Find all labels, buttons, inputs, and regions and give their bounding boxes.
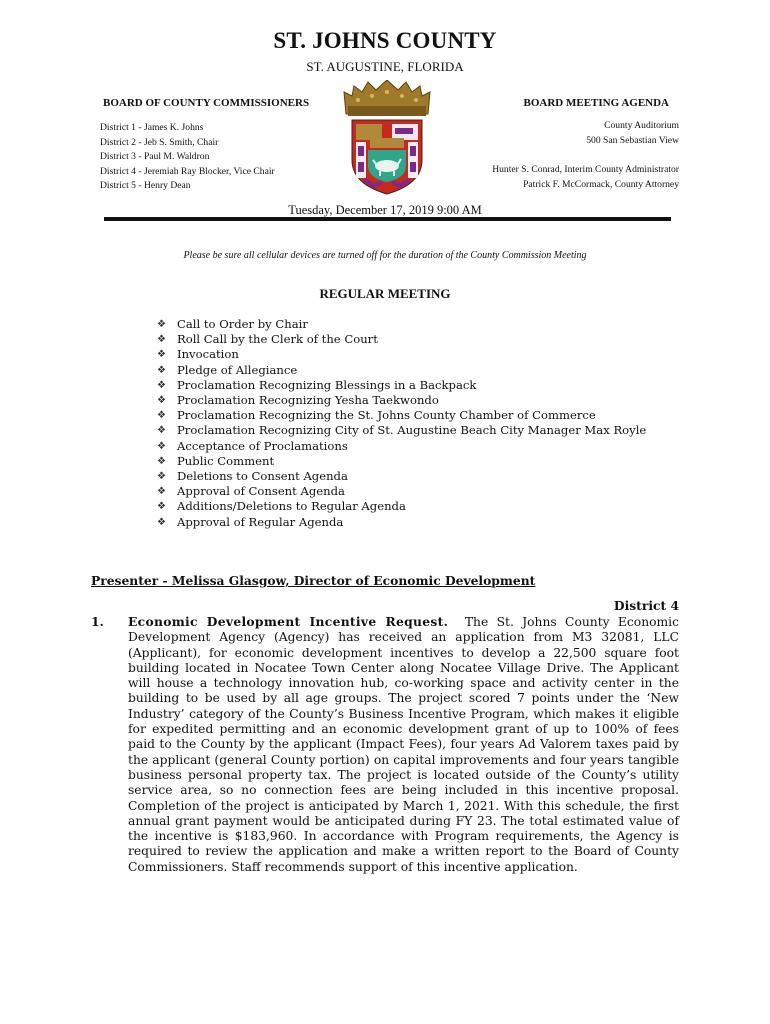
agenda-item: ❖ Acceptance of Proclamations — [157, 438, 348, 453]
commissioner-district-4: District 4 - Jeremiah Ray Blocker, Vice Chair — [100, 165, 275, 177]
item-district: District 4 — [613, 598, 679, 613]
agenda-item: ❖ Approval of Consent Agenda — [157, 484, 345, 499]
diamond-bullet-icon: ❖ — [157, 425, 166, 437]
agenda-item: ❖ Proclamation Recognizing City of St. Augustine Beach City Manager Max Royle — [157, 423, 647, 438]
meeting-datetime: Tuesday, December 17, 2019 9:00 AM — [288, 203, 482, 217]
venue-name: County Auditorium — [604, 120, 679, 131]
cellphone-notice: Please be sure all cellular devices are turned off for the duration of the County Commission Meeting — [183, 250, 587, 261]
venue-block — [586, 119, 679, 148]
diamond-bullet-icon: ❖ — [157, 319, 166, 330]
diamond-bullet-icon: ❖ — [157, 364, 166, 376]
page-title: ST. JOHNS COUNTY — [273, 28, 497, 53]
agenda-item: ❖ Proclamation Recognizing the St. Johns County Chamber of Commerce — [157, 408, 596, 423]
agenda-item: ❖ Public Comment — [157, 453, 275, 468]
agenda-item: ❖ Approval of Regular Agenda — [157, 514, 344, 529]
county-seal-icon — [340, 80, 434, 198]
item-body-text: The St. Johns County Economic Development Agency (Agency) has received an application from M3 32081, LLC (Applicant), for economic development incentives to develop a 22,500 square foot building located in Nocatee Town Center along Nocatee Village Drive. The Applicant will house a technology innovation hub, co-working space and activity center in the building to be used by all age groups. The project scored 7 points under the ‘New Industry’ category of the County’s Business Incentive Program, which makes it eligible for expedited permitting and an economic development grant of up to 100% of fees paid to the County by the applicant (Impact Fees), four years Ad Valorem taxes paid by the applicant (general County portion) on capital improvements and four years tangible business personal property tax. The project is located outside of the County’s utility service area, so no connection fees are being included in this incentive proposal. Completion of the project is anticipated by March 1, 2021. With this schedule, the first annual grant payment would be anticipated during FY 23. The total estimated value of the incentive is $183,960. In accordance with Program requirements, the Agency is required to review the application and make a written report to the Board of County Commissioners. Staff recommends support of this incentive application. — [128, 615, 679, 874]
item-description — [128, 614, 679, 875]
agenda-item: ❖ Proclamation Recognizing Yesha Taekwondo — [157, 393, 439, 408]
page-subtitle: ST. AUGUSTINE, FLORIDA — [306, 59, 464, 74]
presenter-heading: Presenter - Melissa Glasgow, Director of Economic Development — [91, 573, 536, 588]
agenda-item: ❖ Roll Call by the Clerk of the Court — [157, 332, 378, 347]
diamond-bullet-icon: ❖ — [157, 349, 166, 361]
diamond-bullet-icon: ❖ — [157, 379, 166, 391]
commissioner-district-1: District 1 - James K. Johns — [100, 122, 204, 133]
diamond-bullet-icon: ❖ — [157, 486, 166, 498]
diamond-bullet-icon: ❖ — [157, 501, 166, 513]
agenda-item: ❖ Additions/Deletions to Regular Agenda — [157, 499, 406, 514]
item-title: Economic Development Incentive Request. — [128, 614, 449, 629]
diamond-bullet-icon: ❖ — [157, 471, 166, 483]
agenda-item: ❖ Pledge of Allegiance — [157, 362, 298, 377]
diamond-bullet-icon: ❖ — [157, 334, 166, 346]
diamond-bullet-icon: ❖ — [157, 455, 166, 467]
commissioner-district-3: District 3 - Paul M. Waldron — [100, 151, 210, 163]
diamond-bullet-icon: ❖ — [157, 440, 166, 452]
section-title: REGULAR MEETING — [319, 286, 451, 301]
commissioner-district-5: District 5 - Henry Dean — [100, 180, 191, 192]
officials-block — [492, 163, 679, 192]
agenda-item: ❖ Invocation — [157, 347, 239, 362]
board-heading: BOARD OF COUNTY COMMISSIONERS — [103, 97, 310, 109]
agenda-item: ❖ Call to Order by Chair — [157, 317, 308, 331]
item-number: 1. — [91, 614, 104, 629]
county-administrator: Hunter S. Conrad, Interim County Administrator — [492, 164, 679, 175]
diamond-bullet-icon: ❖ — [157, 410, 166, 422]
county-attorney: Patrick F. McCormack, County Attorney — [523, 178, 679, 190]
agenda-item: ❖ Proclamation Recognizing Blessings in a Backpack — [157, 377, 477, 392]
diamond-bullet-icon: ❖ — [157, 395, 166, 407]
commissioner-district-2: District 2 - Jeb S. Smith, Chair — [100, 136, 219, 148]
agenda-item: ❖ Deletions to Consent Agenda — [157, 469, 348, 484]
agenda-heading: BOARD MEETING AGENDA — [523, 97, 669, 109]
venue-address: 500 San Sebastian View — [586, 134, 679, 146]
diamond-bullet-icon: ❖ — [157, 516, 166, 528]
header-divider — [104, 217, 671, 221]
agenda-list — [157, 317, 646, 530]
commissioner-list — [100, 121, 275, 194]
